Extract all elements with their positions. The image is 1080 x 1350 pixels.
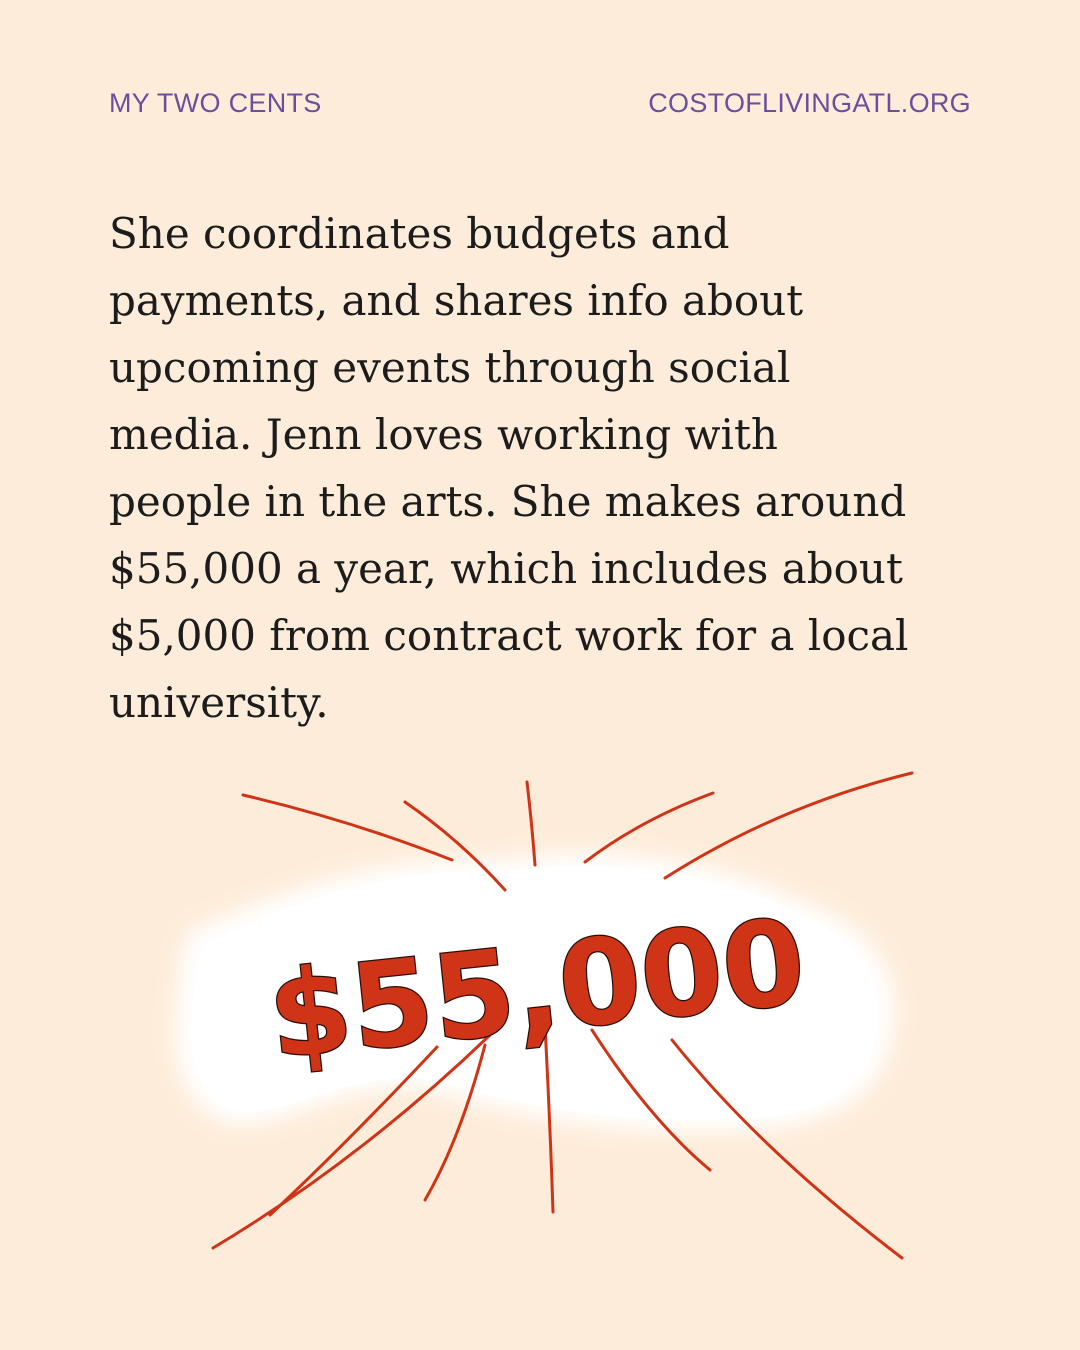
story-line: upcoming events through social [109, 343, 791, 392]
story-line: She coordinates budgets and [109, 209, 730, 258]
story-line: $5,000 from contract work for a local [109, 611, 909, 660]
story-line: university. [109, 678, 329, 727]
story-line: media. Jenn loves working with [109, 410, 778, 459]
story-line: $55,000 a year, which includes about [109, 544, 903, 593]
salary-amount: $55,000 [262, 892, 812, 1086]
page-header [109, 88, 971, 119]
story-line: payments, and shares info about [109, 276, 804, 325]
story-line: people in the arts. She makes around [109, 477, 907, 526]
burst-line [665, 773, 912, 878]
series-label: MY TWO CENTS [109, 88, 322, 118]
story-paragraph [109, 200, 989, 736]
salary-illustration [0, 760, 1080, 1280]
burst-line [585, 793, 713, 862]
website-url: COSTOFLIVINGATL.ORG [648, 88, 971, 118]
burst-line [527, 782, 535, 865]
burst-line [243, 795, 452, 860]
